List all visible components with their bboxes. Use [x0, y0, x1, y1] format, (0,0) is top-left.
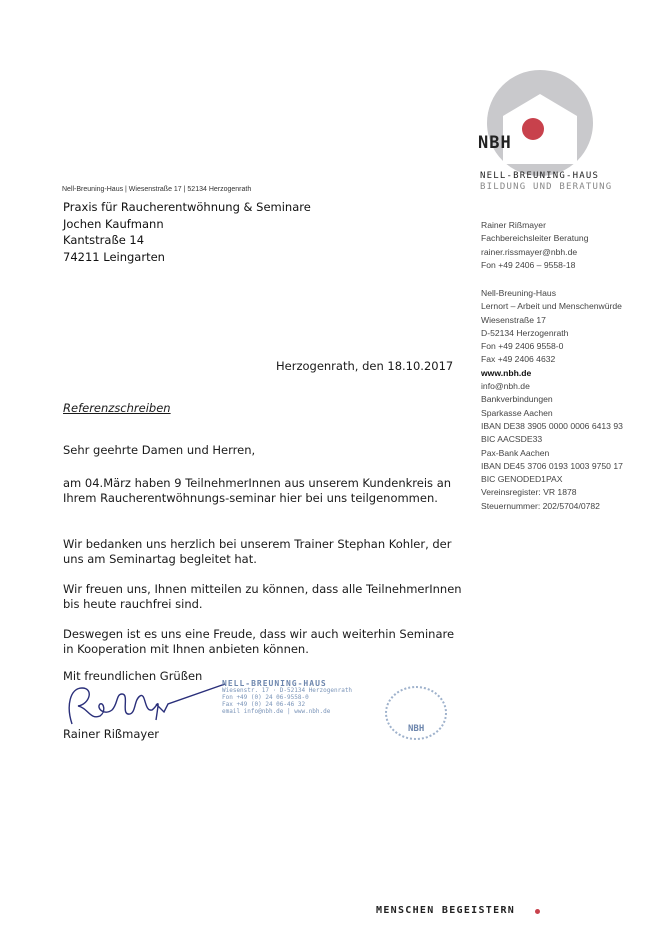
stamp-title: NELL-BREUNING-HAUS [222, 679, 327, 688]
org-line: D-52134 Herzogenrath [481, 327, 569, 338]
recipient-line: 74211 Leingarten [63, 249, 165, 264]
recipient-line: Kantstraße 14 [63, 233, 145, 247]
org-line: Lernort – Arbeit und Menschenwürde [481, 301, 622, 312]
brand-name: NELL-BREUNING-HAUS [480, 171, 600, 181]
recipient-line: Praxis für Raucherentwöhnung & Seminare [63, 200, 311, 214]
recipient-line: Jochen Kaufmann [63, 216, 164, 231]
stamp-line: Wiesenstr. 17 · D-52134 Herzogenrath [222, 687, 353, 694]
bank-line: IBAN DE38 3905 0000 0006 6413 93 [481, 420, 623, 431]
brand-tagline: BILDUNG UND BERATUNG [480, 182, 613, 192]
org-line: Wiesenstraße 17 [481, 314, 546, 325]
contact-line: Fon +49 2406 – 9558-18 [481, 259, 576, 270]
stamp-abbr: NBH [408, 724, 425, 734]
contact-line: Fachbereichsleiter Beratung [481, 233, 589, 244]
letter-paragraph: am 04.März haben 9 TeilnehmerInnen aus unserem Kundenkreis an Ihrem Raucherentwöhnungs-seminar hier bei uns teilgenommen. [63, 476, 452, 505]
contact-line: rainer.rissmayer@nbh.de [481, 246, 578, 257]
contact-line: Rainer Rißmayer [481, 220, 546, 230]
recipient-address [63, 199, 311, 265]
footer-red-dot [535, 909, 540, 914]
logo-abbr: NBH [478, 133, 512, 153]
bank-line: Steuernummer: 202/5704/0782 [481, 500, 600, 511]
bank-line: Bankverbindungen [481, 394, 553, 405]
bank-line: BIC AACSDE33 [481, 434, 543, 445]
stamp-line: email info@nbh.de | www.nbh.de [222, 708, 331, 715]
letter-subject: Referenzschreiben [63, 401, 171, 415]
letter-greeting: Sehr geehrte Damen und Herren, [63, 443, 256, 457]
letter-closing: Mit freundlichen Grüßen [63, 669, 203, 683]
website: www.nbh.de [481, 367, 532, 378]
bank-line: Vereinsregister: VR 1878 [481, 487, 577, 498]
bank-line: IBAN DE45 3706 0193 1003 9750 17 [481, 460, 623, 471]
letter-paragraph: Wir freuen uns, Ihnen mitteilen zu können, dass alle TeilnehmerInnen bis heute rauchfrei sind. [63, 582, 462, 611]
letter-paragraph: Deswegen ist es uns eine Freude, dass wir auch weiterhin Seminare in Kooperation mit Ihnen anbieten können. [63, 627, 455, 656]
logo-red-dot [522, 118, 544, 140]
organization-block [481, 287, 623, 513]
bank-line: info@nbh.de [481, 381, 530, 392]
org-line: Fon +49 2406 9558-0 [481, 341, 564, 352]
org-line: Fax +49 2406 4632 [481, 354, 556, 365]
sender-return-address: Nell-Breuning-Haus | Wiesenstraße 17 | 52134 Herzogenrath [62, 186, 252, 193]
letter-paragraph: Wir bedanken uns herzlich bei unserem Trainer Stephan Kohler, der uns am Seminartag begleitet hat. [63, 537, 452, 566]
bank-line: Pax-Bank Aachen [481, 447, 550, 458]
contact-person-block [481, 219, 588, 272]
org-line: Nell-Breuning-Haus [481, 288, 556, 298]
stamp-line: Fax +49 (0) 24 06-46 32 [222, 701, 306, 708]
signer-name: Rainer Rißmayer [63, 727, 160, 741]
letter-date: Herzogenrath, den 18.10.2017 [276, 359, 454, 373]
footer-slogan: MENSCHEN BEGEISTERN [376, 905, 516, 916]
bank-line: Sparkasse Aachen [481, 407, 553, 418]
stamp-line: Fon +49 (0) 24 06-9558-0 [222, 694, 309, 701]
bank-line: BIC GENODED1PAX [481, 474, 563, 485]
